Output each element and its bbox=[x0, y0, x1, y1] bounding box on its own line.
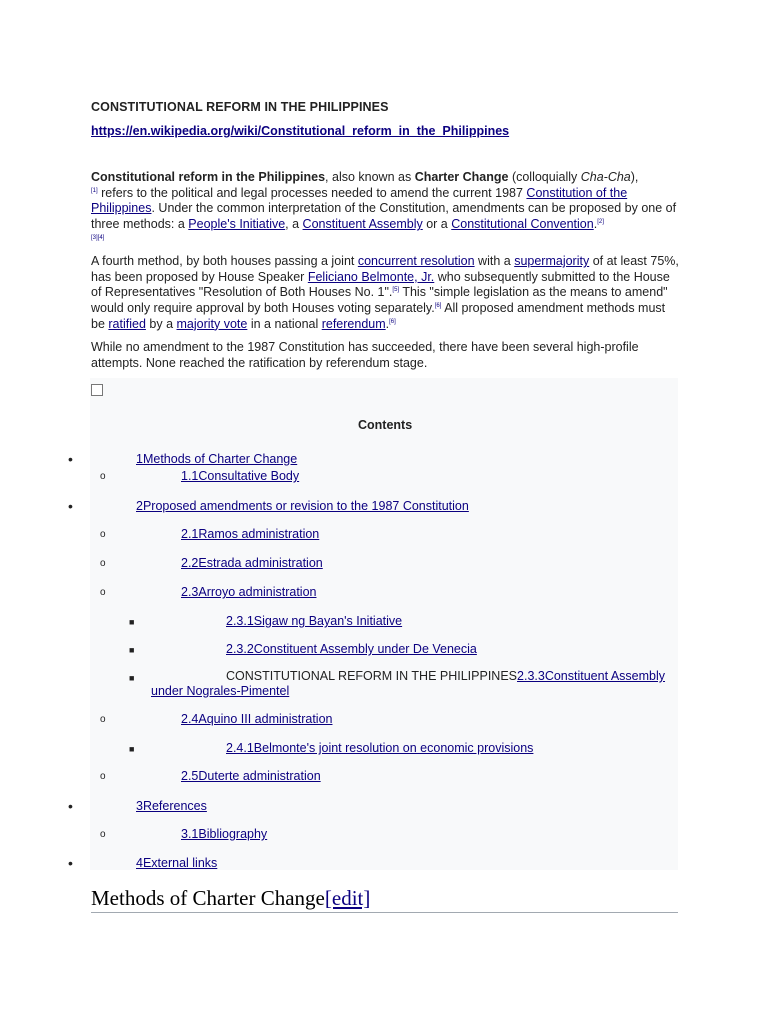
referendum-link[interactable]: referendum bbox=[321, 316, 386, 331]
text: who subsequently submitted to the House of Representatives "Resolution of Both Houses No. 1". bbox=[91, 269, 670, 300]
supermajority-link[interactable]: supermajority bbox=[514, 254, 590, 268]
text: of at least 75%, has been proposed by House Speaker bbox=[91, 254, 679, 284]
toc-item-consultative-body[interactable]: 1.1Consultative Body bbox=[181, 469, 300, 483]
cha-cha-term: Cha-Cha bbox=[580, 170, 631, 184]
citation-link[interactable]: [5] bbox=[392, 287, 400, 294]
bullet-icon: o bbox=[100, 714, 106, 725]
text: ), bbox=[630, 170, 639, 184]
text: or a bbox=[422, 217, 452, 232]
text: in a national bbox=[247, 316, 322, 331]
toc-item-external-links[interactable]: 4External links bbox=[136, 856, 218, 870]
toc-item-methods[interactable]: 1Methods of Charter Change bbox=[136, 452, 298, 466]
toc-item-arroyo[interactable]: 2.3Arroyo administration bbox=[181, 585, 317, 599]
edit-link[interactable]: [edit] bbox=[324, 886, 371, 910]
toc-item-ramos[interactable]: 2.1Ramos administration bbox=[181, 527, 320, 541]
citation-link[interactable]: [6] bbox=[389, 318, 396, 325]
constitutional-convention-link[interactable]: Constitutional Convention bbox=[451, 217, 594, 232]
bullet-icon: ■ bbox=[129, 645, 135, 655]
toc-item-nograles bbox=[151, 669, 691, 699]
bullet-icon: • bbox=[68, 798, 73, 814]
text: with a bbox=[474, 254, 515, 268]
attempts-paragraph: While no amendment to the 1987 Constitution has succeeded, there have been several high-profile attempts. None reached the ratification by referendum stage. bbox=[91, 340, 639, 370]
bullet-icon: ■ bbox=[129, 617, 135, 627]
document-title: CONSTITUTIONAL REFORM IN THE PHILIPPINES bbox=[91, 100, 389, 114]
bullet-icon: o bbox=[100, 771, 106, 782]
citation-link[interactable]: [6] bbox=[434, 302, 442, 309]
text: (colloquially bbox=[508, 170, 581, 184]
stray-header-text: CONSTITUTIONAL REFORM IN THE PHILIPPINES bbox=[226, 669, 518, 683]
toc-item-estrada[interactable]: 2.2Estrada administration bbox=[181, 556, 323, 570]
bullet-icon: o bbox=[100, 529, 106, 540]
belmonte-link[interactable]: Feliciano Belmonte, Jr. bbox=[307, 269, 435, 284]
bullet-icon: o bbox=[100, 471, 106, 482]
toc-heading: Contents bbox=[358, 418, 413, 432]
bullet-icon: • bbox=[68, 451, 73, 467]
toc-link-nograles-pimentel[interactable]: 2.3.3Constituent Assembly under Nograles-Pimentel bbox=[151, 669, 666, 698]
text: . bbox=[385, 316, 390, 331]
section-title: Methods of Charter Change bbox=[91, 886, 325, 910]
concurrent-resolution-link[interactable]: concurrent resolution bbox=[357, 254, 475, 268]
bullet-icon: o bbox=[100, 558, 106, 569]
toc-item-proposed-amendments[interactable]: 2Proposed amendments or revision to the 1987 Constitution bbox=[136, 499, 469, 513]
toc-item-duterte[interactable]: 2.5Duterte administration bbox=[181, 769, 321, 783]
text: This "simple legislation as the means to amend" would only require approval by both Houses voting separately. bbox=[91, 285, 668, 316]
text: , a bbox=[285, 217, 303, 232]
article-subject: Constitutional reform in the Philippines bbox=[91, 170, 326, 184]
toc-item-bibliography[interactable]: 3.1Bibliography bbox=[181, 827, 268, 841]
text: A fourth method, by both houses passing a joint bbox=[91, 254, 358, 268]
bullet-icon: o bbox=[100, 587, 106, 598]
bullet-icon: ■ bbox=[129, 673, 135, 683]
section-divider bbox=[91, 912, 678, 913]
toc-item-references[interactable]: 3References bbox=[136, 799, 207, 813]
citation-link[interactable]: [3][4] bbox=[91, 234, 105, 241]
ratified-link[interactable]: ratified bbox=[108, 316, 146, 331]
section-heading bbox=[91, 886, 370, 911]
constitution-link[interactable]: Constitution of the Philippines bbox=[91, 185, 628, 216]
fourth-method-paragraph bbox=[91, 254, 681, 333]
toc-item-sigaw[interactable]: 2.3.1Sigaw ng Bayan's Initiative bbox=[226, 614, 403, 628]
bullet-icon: o bbox=[100, 829, 106, 840]
bullet-icon: • bbox=[68, 498, 73, 514]
majority-vote-link[interactable]: majority vote bbox=[176, 316, 248, 331]
intro-paragraph bbox=[91, 170, 681, 249]
citation-link[interactable]: [2] bbox=[597, 218, 604, 225]
toc-toggle-checkbox[interactable] bbox=[91, 384, 103, 396]
text: . Under the common interpretation of the Constitution, amendments can be proposed by one of three methods: a bbox=[91, 201, 677, 232]
text: , also known as bbox=[325, 170, 415, 184]
bullet-icon: ■ bbox=[129, 744, 135, 754]
citation-link[interactable]: [1] bbox=[91, 187, 98, 194]
text: . bbox=[593, 217, 598, 232]
toc-item-belmonte[interactable]: 2.4.1Belmonte's joint resolution on economic provisions bbox=[226, 741, 534, 755]
source-url-link[interactable]: https://en.wikipedia.org/wiki/Constitutional_reform_in_the_Philippines bbox=[91, 124, 510, 138]
text: by a bbox=[145, 316, 177, 331]
peoples-initiative-link[interactable]: People's Initiative bbox=[188, 217, 286, 232]
text: refers to the political and legal processes needed to amend the current 1987 bbox=[97, 185, 527, 200]
toc-item-de-venecia[interactable]: 2.3.2Constituent Assembly under De Venecia bbox=[226, 642, 477, 656]
text: All proposed amendment methods must be bbox=[91, 301, 666, 331]
charter-change-term: Charter Change bbox=[414, 170, 509, 184]
toc-item-aquino[interactable]: 2.4Aquino III administration bbox=[181, 712, 333, 726]
constituent-assembly-link[interactable]: Constituent Assembly bbox=[302, 217, 423, 232]
bullet-icon: • bbox=[68, 855, 73, 871]
